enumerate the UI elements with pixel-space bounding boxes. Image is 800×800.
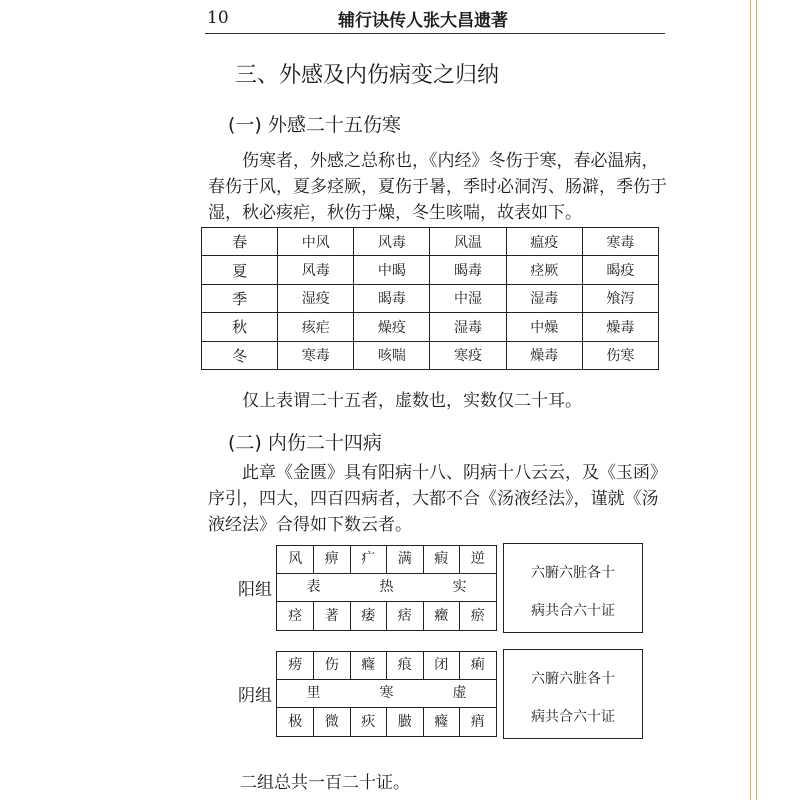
group-cell: 疒 [361, 551, 376, 567]
table-cell: 中暍 [354, 256, 430, 284]
running-header-title: 辅行诀传人张大昌遗著 [338, 11, 508, 31]
group-cell: 痢 [470, 657, 485, 673]
subsection-title-internal: (二) 内伤二十四病 [228, 432, 382, 454]
group-row [277, 574, 496, 600]
group-row [277, 709, 496, 735]
right-margin-rule-inner [750, 0, 751, 800]
yang-group-note-box [503, 543, 643, 633]
note-line: 六腑六脏各十 [531, 671, 615, 687]
table-cell: 燥毒 [506, 341, 582, 369]
table-cell: 湿毒 [430, 313, 506, 341]
table-cell: 燥毒 [582, 313, 658, 341]
group-cell: 臌 [397, 714, 412, 730]
group-cell: 风 [288, 551, 303, 567]
summary-line [240, 770, 695, 796]
yin-group-note-box [503, 649, 643, 739]
table-note [208, 388, 663, 414]
group-cell: 痨 [288, 657, 303, 673]
group-cell: 癥 [434, 608, 449, 624]
group-cell: 极 [288, 714, 303, 730]
yang-group-label: 阳组 [238, 580, 272, 600]
table-cell: 夏 [202, 256, 278, 284]
group-row [277, 546, 496, 572]
group-cell: 闭 [434, 657, 449, 673]
group-cell: 实 [452, 579, 467, 595]
group-cell: 虚 [452, 685, 467, 701]
table-cell: 中燥 [506, 313, 582, 341]
table-row [202, 313, 659, 341]
table-cell: 中风 [278, 228, 354, 256]
group-cell: 逆 [470, 551, 485, 567]
table-row [202, 256, 659, 284]
paragraph-line: 二组总共一百二十证。 [240, 773, 410, 793]
note-line: 病共合六十证 [531, 709, 615, 725]
paragraph-line: 此章《金匮》具有阳病十八、阴病十八云云，及《玉函》 [242, 463, 667, 483]
group-cell: 痹 [324, 551, 339, 567]
table-cell: 飧泻 [582, 284, 658, 312]
table-cell: 伤寒 [582, 341, 658, 369]
table-row [202, 228, 659, 256]
table-cell: 寒毒 [278, 341, 354, 369]
group-cell: 表 [306, 579, 321, 595]
group-cell: 寒 [379, 685, 394, 701]
group-cell: 痕 [397, 657, 412, 673]
paragraph-line: 序引，四大，四百四病者，大都不合《汤液经法》，谨就《汤 [208, 489, 659, 509]
group-cell: 伤 [324, 657, 339, 673]
table-cell: 咳喘 [354, 341, 430, 369]
group-cell: 瘕 [434, 551, 449, 567]
paragraph-line: 春伤于风，夏多痉厥，夏伤于暑，季时必洞泻、肠澼，季伤于 [208, 177, 667, 197]
table-cell: 风毒 [278, 256, 354, 284]
exogenous-table [201, 227, 659, 370]
table-cell: 暍毒 [354, 284, 430, 312]
paragraph-line: 湿，秋必痎疟，秋伤于燥，冬生咳喘，故表如下。 [208, 203, 582, 223]
group-cell: 著 [324, 608, 339, 624]
yang-group-box [276, 545, 497, 631]
section-title: 三、外感及内伤病变之归纳 [235, 63, 500, 88]
table-row [202, 341, 659, 369]
table-cell: 暍毒 [430, 256, 506, 284]
note-line: 六腑六脏各十 [531, 565, 615, 581]
paragraph-line: 液经法》合得如下数云者。 [208, 515, 412, 535]
paragraph-line: 伤寒者，外感之总称也，《内经》冬伤于寒，春必温病， [242, 151, 659, 171]
yin-group-box [276, 651, 497, 737]
table-cell: 中湿 [430, 284, 506, 312]
group-cell: 痉 [288, 608, 303, 624]
group-cell: 微 [324, 714, 339, 730]
table-cell: 季 [202, 284, 278, 312]
paragraph-line: 仅上表谓二十五者，虚数也，实数仅二十耳。 [242, 391, 582, 411]
group-cell: 满 [397, 551, 412, 567]
table-cell: 湿疫 [278, 284, 354, 312]
table-cell: 燥疫 [354, 313, 430, 341]
table-cell: 痉厥 [506, 256, 582, 284]
page-number: 10 [207, 8, 229, 28]
group-row [277, 603, 496, 629]
header-rule [205, 33, 665, 34]
subsection-title-exogenous: (一) 外感二十五伤寒 [228, 114, 401, 136]
group-cell: 痞 [397, 608, 412, 624]
note-line: 病共合六十证 [531, 603, 615, 619]
paragraph-exogenous [208, 148, 667, 226]
table-cell: 春 [202, 228, 278, 256]
group-cell: 里 [306, 685, 321, 701]
group-cell: 疢 [361, 714, 376, 730]
table-cell: 风毒 [354, 228, 430, 256]
table-cell: 寒毒 [582, 228, 658, 256]
group-cell: 瘀 [470, 608, 485, 624]
group-row [277, 652, 496, 678]
table-cell: 湿毒 [506, 284, 582, 312]
table-cell: 风温 [430, 228, 506, 256]
yin-group-label: 阴组 [238, 686, 272, 706]
table-cell: 寒疫 [430, 341, 506, 369]
group-cell: 痟 [470, 714, 485, 730]
table-cell: 暍疫 [582, 256, 658, 284]
group-cell: 热 [379, 579, 394, 595]
paragraph-internal [208, 460, 667, 538]
group-cell: 痿 [361, 608, 376, 624]
group-cell: 癃 [434, 714, 449, 730]
table-cell: 秋 [202, 313, 278, 341]
table-row [202, 284, 659, 312]
table-cell: 冬 [202, 341, 278, 369]
table-cell: 瘟疫 [506, 228, 582, 256]
right-margin-rule [756, 0, 757, 800]
group-row [277, 680, 496, 706]
group-cell: 癃 [361, 657, 376, 673]
table-cell: 痎疟 [278, 313, 354, 341]
